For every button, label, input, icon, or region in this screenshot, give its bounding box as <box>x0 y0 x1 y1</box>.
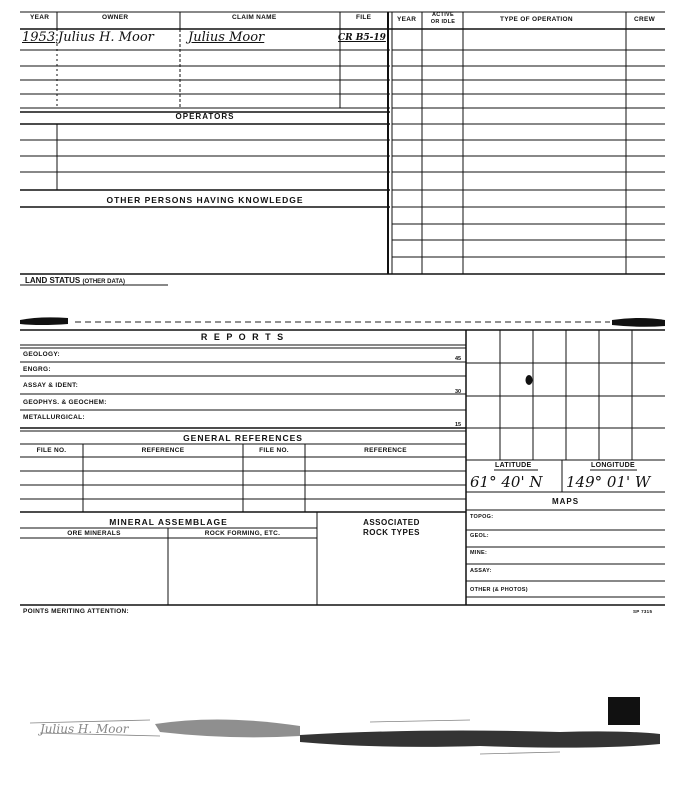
maps-header: MAPS <box>551 497 580 506</box>
land-status-sub: (OTHER DATA) <box>82 279 125 285</box>
ore-minerals-label: ORE MINERALS <box>67 530 121 537</box>
operators-header: OPERATORS <box>175 112 235 121</box>
report-assay: ASSAY & IDENT: <box>23 382 79 389</box>
entry-claim-name: Julius Moor <box>188 30 265 45</box>
header-owner: OWNER <box>102 14 129 21</box>
header-year-right: YEAR <box>397 16 417 23</box>
entry-owner: Julius H. Moor <box>58 30 154 45</box>
report-engrg: ENGRG: <box>23 366 51 373</box>
mineral-header: MINERAL ASSEMBLAGE <box>109 517 228 527</box>
col-file-no-2: FILE NO. <box>259 447 289 454</box>
map-geol: GEOL: <box>470 533 489 539</box>
points-meriting-attention: POINTS MERITING ATTENTION: <box>23 608 130 615</box>
report-geophys: GEOPHYS. & GEOCHEM: <box>23 399 107 406</box>
bottom-scrawl: Julius H. Moor <box>40 722 129 736</box>
header-file: FILE <box>356 14 372 21</box>
header-active: ACTIVE <box>432 12 454 18</box>
land-status-label: LAND STATUS <box>25 276 81 285</box>
report-metallurgical: METALLURGICAL: <box>23 414 85 421</box>
map-topog: TOPOG: <box>470 514 494 520</box>
general-refs-header: GENERAL REFERENCES <box>183 433 303 443</box>
map-other: OTHER (& PHOTOS) <box>470 587 528 593</box>
other-persons-header: OTHER PERSONS HAVING KNOWLEDGE <box>106 195 304 205</box>
form-number: SP 7315 <box>633 609 653 614</box>
rock-types-label: ROCK TYPES <box>362 528 420 537</box>
col-file-no: FILE NO. <box>36 447 67 454</box>
entry-file: CR B5-19 <box>338 33 386 43</box>
rock-forming-label: ROCK FORMING, ETC. <box>204 530 281 537</box>
report-metallurgical-num: 15 <box>455 422 462 428</box>
map-mine: MINE: <box>470 550 488 556</box>
header-type-of-operation: TYPE OF OPERATION <box>500 16 573 23</box>
header-or-idle: OR IDLE <box>430 19 456 25</box>
longitude-label: LONGITUDE <box>591 462 635 469</box>
reports-header: R E P O R T S <box>200 332 286 342</box>
report-geology-num: 45 <box>455 356 462 362</box>
land-status <box>25 276 125 285</box>
col-reference: REFERENCE <box>141 447 185 454</box>
header-claim-name: CLAIM NAME <box>232 14 277 21</box>
report-geology: GEOLOGY: <box>23 351 60 358</box>
latitude-value: 61° 40' N <box>470 473 543 491</box>
entry-year: 1953 <box>22 30 56 45</box>
latitude-label: LATITUDE <box>495 462 532 469</box>
header-year: YEAR <box>30 14 50 21</box>
map-assay: ASSAY: <box>470 568 492 574</box>
header-crew: CREW <box>634 16 656 23</box>
longitude-value: 149° 01' W <box>566 473 651 491</box>
report-assay-num: 30 <box>455 389 462 395</box>
associated-label: ASSOCIATED <box>363 518 420 527</box>
col-reference-2: REFERENCE <box>364 447 407 454</box>
